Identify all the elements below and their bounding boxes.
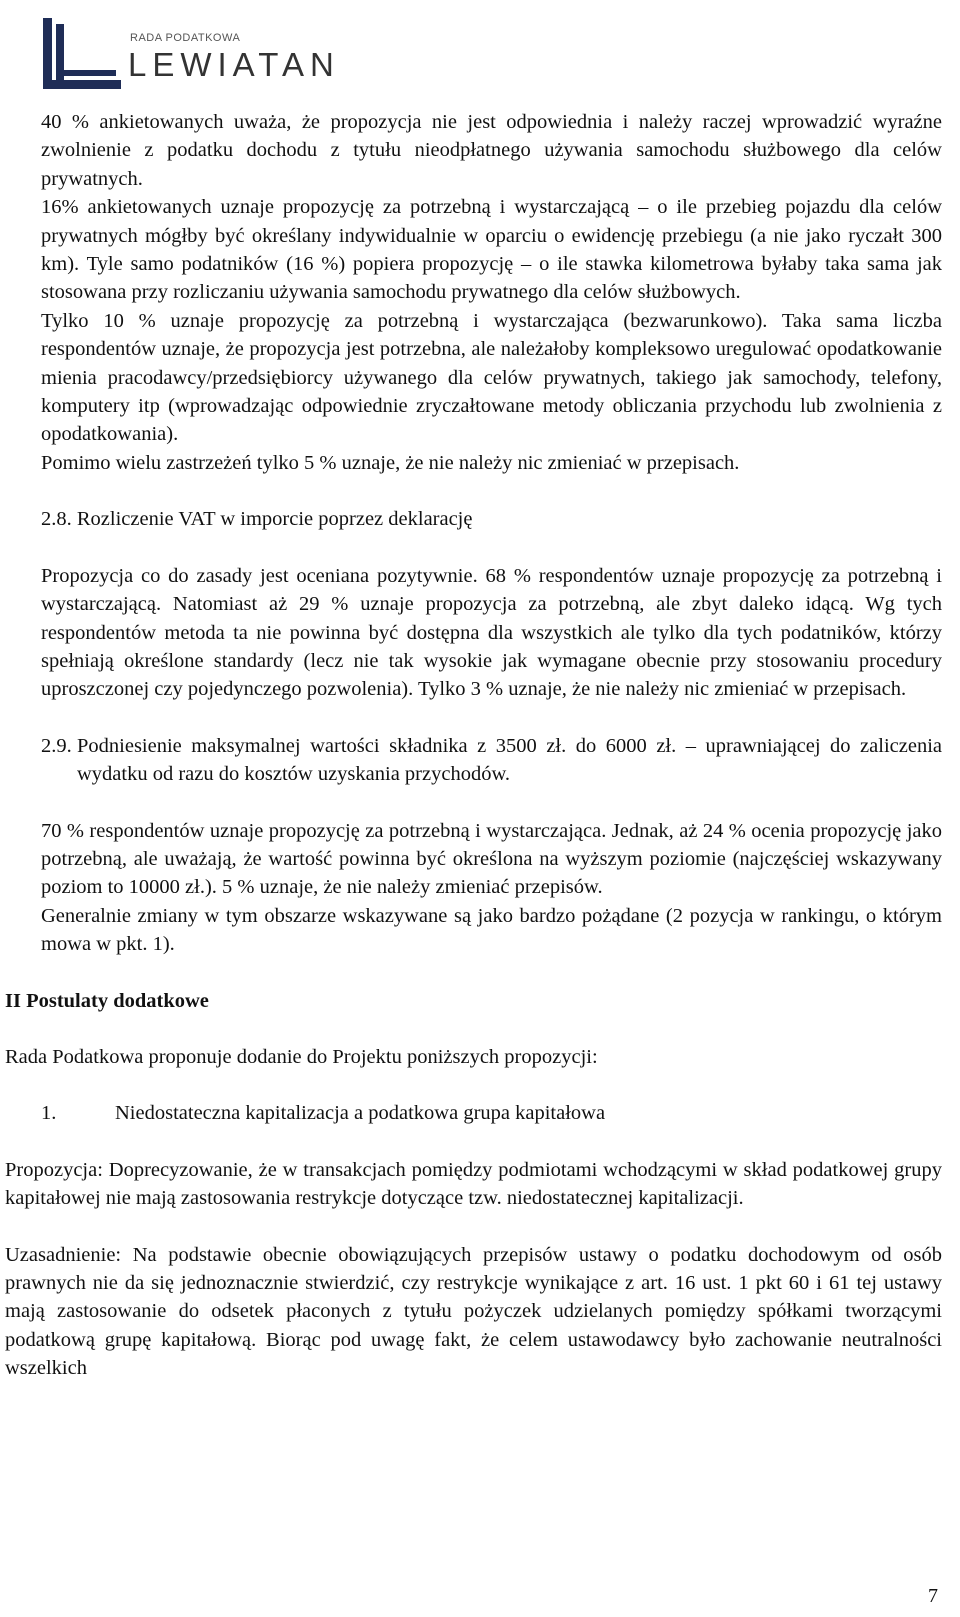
page-number: 7 [928, 1585, 938, 1607]
section-heading: 2.8. Rozliczenie VAT w imporcie poprzez deklarację [41, 508, 473, 531]
list-item [0, 1099, 960, 1127]
paragraph: 40 % ankietowanych uważa, że propozycja nie jest odpowiednia i należy raczej wprowadzić wyraźne zwolnienie z podatku dochodu z tytułu nieodpłatnego używania samochodu służbowego dla celów prywatnych. [41, 111, 942, 190]
paragraph: Uzasadnienie: Na podstawie obecnie obowiązujących przepisów ustawy o podatku dochodowym od osób prawnych nie da się jednoznacznie stwierdzić, czy restrykcje wynikające z art. 16 ust. 1 pkt 60 i 61 tej ustawy mają zastosowanie do odsetek płaconych z tytułu pożyczek udzielanych pomiędzy spółkami tworzącymi podatkową grupę kapitałową. Biorąc pod uwagę fakt, że celem ustawodawcy było zachowanie neutralności wszelkich [5, 1243, 942, 1380]
paragraph: Propozycja: Doprecyzowanie, że w transakcjach pomiędzy podmiotami wchodzącymi w skład podatkowej grupy kapitałowej nie mają zastosowania restrykcje dotyczące tzw. niedostatecznej kapitalizacji. [5, 1158, 942, 1210]
paragraph: Pomimo wielu zastrzeżeń tylko 5 % uznaje, że nie należy nic zmieniać w przepisach. [41, 451, 740, 474]
paragraph: Propozycja co do zasady jest oceniana pozytywnie. 68 % respondentów uznaje propozycję za potrzebną i wystarczającą. Natomiast aż 29 % uznaje propozycja za potrzebną, ale zbyt daleko idącą. Wg tych respondentów metoda ta nie powinna być dostępna dla wszystkich ale tylko dla tych podatników, którzy spełniają określone standardy (lecz nie tak wysokie jak wymagane obecnie przy stosowaniu procedury uproszczonej czy pojedynczego pozwolenia). Tylko 3 % uznaje, że nie należy nic zmieniać w przepisach. [41, 564, 942, 701]
proposal-block [0, 1156, 960, 1383]
paragraph: 70 % respondentów uznaje propozycję za potrzebną i wystarczająca. Jednak, aż 24 % ocenia propozycję jako potrzebną, ale uważają, że wartość powinna być określona na wyższym poziomie (najczęściej wskazywany poziom to 10000 zł.). 5 % uznaje, że nie należy zmieniać przepisów. [41, 819, 942, 899]
logo-mark-icon [40, 18, 124, 94]
paragraph: Generalnie zmiany w tym obszarze wskazywane są jako bardzo pożądane (2 pozycja w rankingu, o którym mowa w pkt. 1). [41, 904, 942, 956]
logo [40, 18, 340, 94]
section-a [0, 108, 960, 477]
list-item-number: 1. [41, 1102, 57, 1125]
list-item-title: Niedostateczna kapitalizacja a podatkowa grupa kapitałowa [115, 1102, 606, 1125]
section-2-9 [0, 732, 960, 959]
paragraph: Tylko 10 % uznaje propozycję za potrzebną i wystarczająca (bezwarunkowo). Taka sama liczba respondentów uznaje, że propozycja jest potrzebna, ale należałoby kompleksowo uregulować opodatkowanie mienia pracodawcy/przedsiębiorcy używanego dla celów prywatnych, takiego jak samochody, telefony, komputery itp (wprowadzając odpowiednie zryczałtowane metody obliczania przychodu lub zwolnienia z opodatkowania). [41, 309, 942, 446]
section-2-8 [0, 505, 960, 703]
logo-title: LEWIATAN [128, 46, 340, 83]
paragraph: 16% ankietowanych uznaje propozycję za potrzebną i wystarczającą – o ile przebieg pojazdu dla celów prywatnych mógłby być określany indywidualnie w oparciu o ewidencję przebiegu (a nie jako ryczałt 300 km). Tyle samo podatników (16 %) popiera propozycję – o ile stawka kilometrowa byłaby taka sama jak stosowana przy rozliczaniu używania samochodu prywatnego dla celów służbowych. [41, 196, 942, 304]
section-ii [0, 987, 960, 1072]
section-heading [41, 732, 942, 789]
paragraph: Rada Podatkowa proponuje dodanie do Projektu poniższych propozycji: [5, 1045, 598, 1068]
chapter-heading: II Postulaty dodatkowe [5, 989, 209, 1012]
document-body [0, 108, 960, 1383]
section-number: 2.9. [41, 734, 72, 757]
section-title: Podniesienie maksymalnej wartości składnika z 3500 zł. do 6000 zł. – uprawniającej do zaliczenia wydatku od razu do kosztów uzyskania przychodów. [77, 734, 942, 786]
logo-subtitle: RADA PODATKOWA [130, 32, 241, 44]
